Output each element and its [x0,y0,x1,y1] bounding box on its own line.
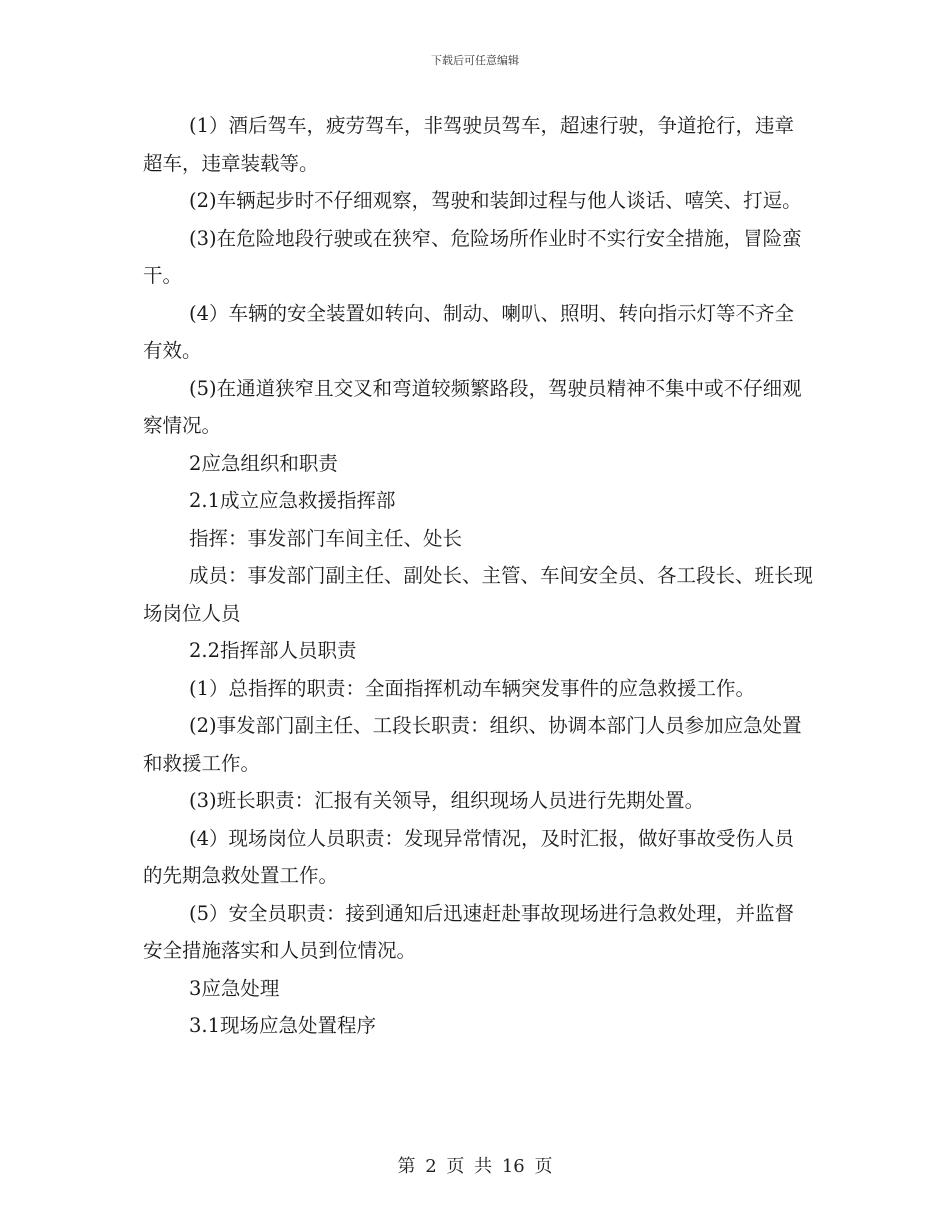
paragraph: 2.2指挥部人员职责 [189,639,357,662]
paragraph: 3.1现场应急处置程序 [189,1014,377,1037]
paragraph: (4）现场岗位人员职责：发现异常情况，及时汇报，做好事故受伤人员的先期急救处置工作。 [143,826,795,887]
paragraph: (5)在通道狭窄且交叉和弯道较频繁路段，驾驶员精神不集中或不仔细观察情况。 [143,376,802,437]
paragraph: (3)班长职责：汇报有关领导，组织现场人员进行先期处置。 [189,789,705,812]
paragraph: 3应急处理 [189,976,280,1000]
page-header-note: 下载后可任意编辑 [431,54,519,67]
paragraph: (3)在危险地段行驶或在狭窄、危险场所作业时不实行安全措施，冒险蛮干。 [143,226,802,287]
paragraph: (4）车辆的安全装置如转向、制动、喇叭、照明、转向指示灯等不齐全有效。 [143,301,795,362]
paragraph: (5）安全员职责：接到通知后迅速赶赴事故现场进行急救处理，并监督安全措施落实和人员到位情况。 [143,901,795,962]
paragraph: 2.1成立应急救援指挥部 [189,489,396,512]
page-footer: 第 2 页 共 16 页 [397,1156,553,1177]
paragraph: (1）总指挥的职责：全面指挥机动车辆突发事件的应急救援工作。 [189,676,756,700]
paragraph: (1）酒后驾车，疲劳驾车，非驾驶员驾车，超速行驶，争道抢行，违章超车，违章装载等。 [143,114,795,175]
paragraph: (2)事发部门副主任、工段长职责：组织、协调本部门人员参加应急处置和救援工作。 [143,714,802,775]
paragraph: (2)车辆起步时不仔细观察，驾驶和装卸过程与他人谈话、嘻笑、打逗。 [189,189,802,212]
paragraph: 指挥：事发部门车间主任、处长 [189,526,463,550]
paragraph: 成员：事发部门副主任、副处长、主管、车间安全员、各工段长、班长现场岗位人员 [143,564,814,625]
document-body [143,107,813,1045]
paragraph: 2应急组织和职责 [189,451,338,475]
